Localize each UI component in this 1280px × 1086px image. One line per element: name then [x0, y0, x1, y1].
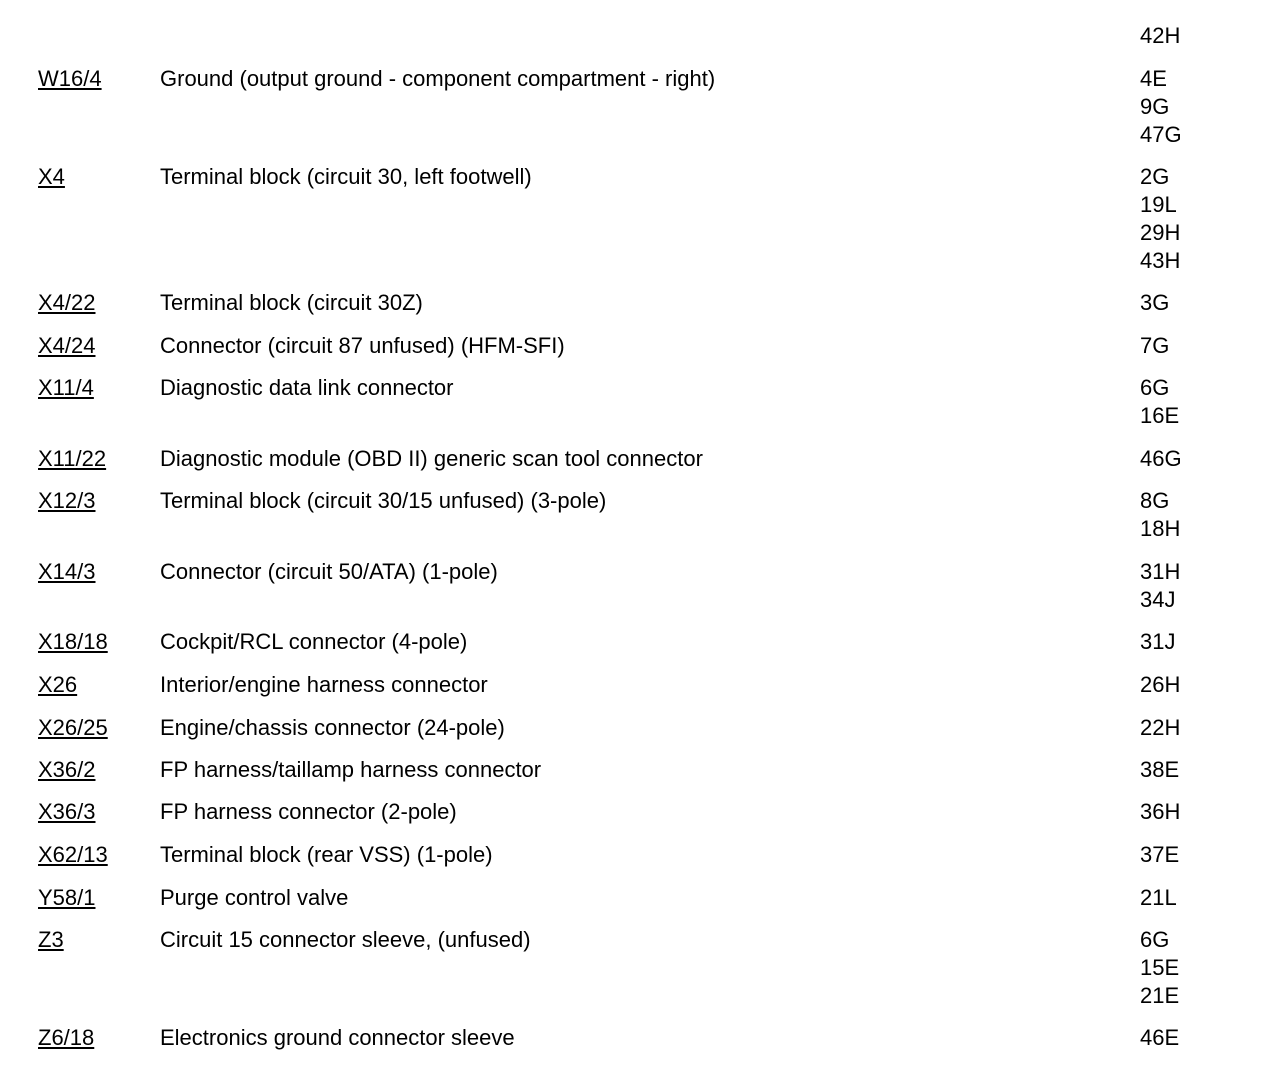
grid-refs [1140, 628, 1175, 656]
component-code-link[interactable]: X4/24 [38, 333, 96, 358]
grid-refs [1140, 841, 1179, 869]
component-code-link[interactable]: X11/22 [38, 446, 107, 471]
grid-refs [1140, 714, 1180, 742]
component-description: Cockpit/RCL connector (4-pole) [160, 629, 468, 654]
component-code-link[interactable]: X36/3 [38, 799, 96, 824]
component-description: Terminal block (circuit 30/15 unfused) (3-pole) [160, 488, 607, 513]
component-description: FP harness/taillamp harness connector [160, 757, 542, 782]
component-description: Ground (output ground - component compartment - right) [160, 66, 716, 91]
component-description: Terminal block (rear VSS) (1-pole) [160, 842, 493, 867]
component-description: Diagnostic data link connector [160, 375, 454, 400]
component-code-link[interactable]: X62/13 [38, 842, 108, 867]
grid-ref: 26H [1140, 672, 1181, 697]
component-code-link[interactable]: X11/4 [38, 375, 94, 400]
component-description: Connector (circuit 87 unfused) (HFM-SFI) [160, 333, 565, 358]
grid-ref: 46G [1140, 446, 1182, 471]
grid-ref: 22H [1140, 715, 1181, 740]
component-description: Engine/chassis connector (24-pole) [160, 715, 505, 740]
component-description: Terminal block (circuit 30, left footwell) [160, 164, 532, 189]
component-description: Electronics ground connector sleeve [160, 1025, 515, 1050]
grid-refs [1140, 487, 1180, 543]
grid-refs [1140, 332, 1169, 360]
component-description: Circuit 15 connector sleeve, (unfused) [160, 927, 531, 952]
grid-refs [1140, 1024, 1179, 1052]
grid-refs [1140, 558, 1180, 614]
grid-refs [1140, 163, 1180, 275]
component-code-link[interactable]: Z3 [38, 927, 64, 952]
component-code-link[interactable]: X26 [38, 672, 78, 697]
grid-refs [1140, 289, 1169, 317]
grid-ref: 21E [1140, 983, 1180, 1008]
component-description: Purge control valve [160, 885, 349, 910]
component-description: Connector (circuit 50/ATA) (1-pole) [160, 559, 498, 584]
grid-refs [1140, 445, 1182, 473]
grid-refs [1140, 756, 1179, 784]
component-code-link[interactable]: X26/25 [38, 715, 108, 740]
grid-ref: 3G [1140, 290, 1170, 315]
grid-ref: 19L [1140, 192, 1177, 217]
grid-refs [1140, 374, 1179, 430]
component-description: FP harness connector (2-pole) [160, 799, 457, 824]
grid-ref: 15E [1140, 955, 1180, 980]
grid-ref: 6G [1140, 927, 1170, 952]
component-description: Diagnostic module (OBD II) generic scan tool connector [160, 446, 703, 471]
grid-ref: 6G [1140, 375, 1170, 400]
grid-ref: 46E [1140, 1025, 1180, 1050]
grid-ref: 31J [1140, 629, 1176, 654]
component-code-link[interactable]: X14/3 [38, 559, 96, 584]
grid-ref: 38E [1140, 757, 1180, 782]
grid-ref: 7G [1140, 333, 1170, 358]
grid-refs [1140, 671, 1180, 699]
component-code-link[interactable]: X18/18 [38, 629, 108, 654]
grid-ref: 47G [1140, 122, 1182, 147]
component-code-link[interactable]: X4/22 [38, 290, 96, 315]
component-code-link[interactable]: X4 [38, 164, 65, 189]
grid-ref: 21L [1140, 885, 1177, 910]
continuation-refs [1140, 22, 1180, 50]
component-code-link[interactable]: X12/3 [38, 488, 96, 513]
component-code-link[interactable]: X36/2 [38, 757, 96, 782]
grid-ref: 18H [1140, 516, 1181, 541]
grid-ref: 43H [1140, 248, 1181, 273]
grid-ref: 29H [1140, 220, 1181, 245]
grid-ref: 36H [1140, 799, 1181, 824]
grid-ref: 2G [1140, 164, 1170, 189]
grid-ref: 31H [1140, 559, 1181, 584]
component-description: Interior/engine harness connector [160, 672, 488, 697]
grid-refs [1140, 798, 1180, 826]
grid-ref: 34J [1140, 587, 1176, 612]
component-code-link[interactable]: Y58/1 [38, 885, 96, 910]
grid-refs [1140, 884, 1177, 912]
component-code-link[interactable]: W16/4 [38, 66, 102, 91]
grid-ref: 8G [1140, 488, 1170, 513]
grid-ref: 42H [1140, 23, 1181, 48]
grid-ref: 16E [1140, 403, 1180, 428]
grid-refs [1140, 926, 1179, 1010]
grid-ref: 4E [1140, 66, 1167, 91]
grid-refs [1140, 65, 1182, 149]
component-code-link[interactable]: Z6/18 [38, 1025, 95, 1050]
grid-ref: 9G [1140, 94, 1170, 119]
component-description: Terminal block (circuit 30Z) [160, 290, 423, 315]
grid-ref: 37E [1140, 842, 1180, 867]
